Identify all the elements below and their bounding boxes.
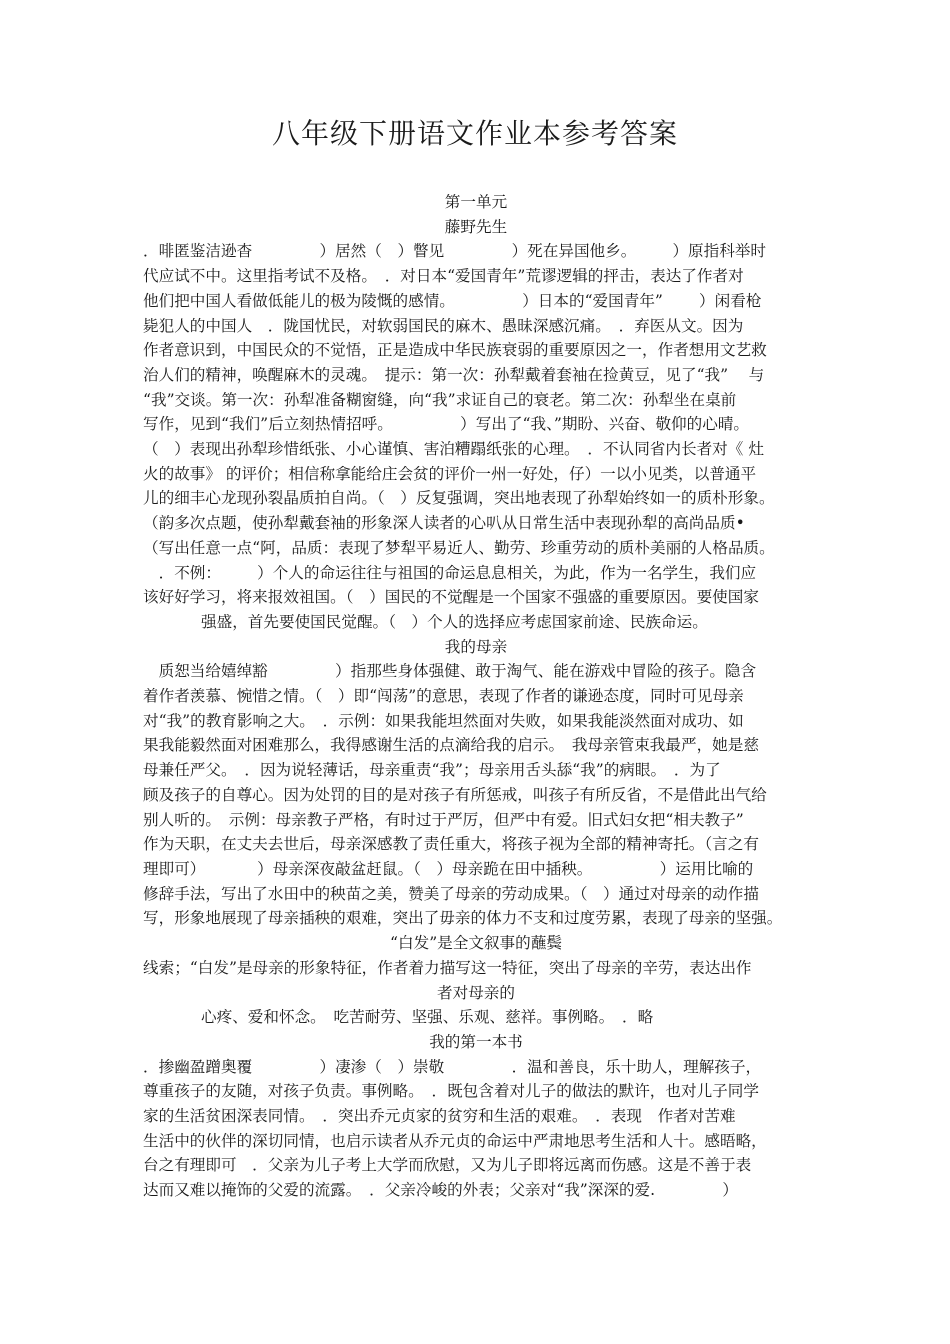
text-line: 果我能毅然面对困难那么，我得感谢生活的点滴给我的启示。 我母亲管束我最严，她是慈 <box>143 736 759 755</box>
text-line: 修辞手法，写出了水田中的秧苗之美，赞美了母亲的劳动成果。（ ）通过对母亲的动作描 <box>143 884 759 903</box>
text-line: 生活中的伙伴的深切同情，也启示读者从乔元贞的命运中严肃地思考生活和人十。感晤略， <box>143 1131 767 1150</box>
text-line: 台之有理即可 ．父亲为儿子考上大学而欣慰，又为儿子即将远离而伤感。这是不善于表 <box>143 1156 752 1175</box>
text-line: （韵多次点题，使孙犁戴套袖的形象深人读者的心叭从日常生活中表现孙犁的高尚品质• <box>143 514 745 533</box>
section-heading-mother: 我的母亲 <box>444 637 508 656</box>
text-line: 毙犯人的中国人 ．陇国忧民，对软弱国民的麻木、愚昧深感沉痛。 ．弃医从文。因为 <box>143 316 744 335</box>
document-title: 八年级下册语文作业本参考答案 <box>271 117 678 150</box>
text-line: 代应试不中。这里指考试不及格。 ．对日本“爱国青年”荒谬逻辑的抨击，表达了作者对 <box>143 267 744 286</box>
text-line: 家的生活贫困深表同情。 ．突出乔元贞家的贫穷和生活的艰难。 ．表现 作者对苦难 <box>143 1107 736 1126</box>
unit-heading: 第一单元 <box>444 193 508 211</box>
text-line: 心疼、爱和怀念。 吃苦耐劳、坚强、乐观、慈祥。事例略。 ．略 <box>201 1008 654 1027</box>
text-line: 作者意识到，中国民众的不觉悟，正是造成中华民族衰弱的重要原因之一，作者想用文艺救 <box>143 341 767 360</box>
text-line: 强盛，首先要使国民觉醒。（ ）个人的选择应考虑国家前途、民族命运。 <box>201 612 708 631</box>
document-body <box>143 190 809 1203</box>
text-line: 别人听的。 示例：母亲教子严格，有时过于严厉，但严中有爱。旧式妇女把“相夫教子” <box>143 810 744 829</box>
text-line: 火的故事》 的评价；相信称拿能给庄会贫的评价一州一好处，仔）一以小见类，以普通平 <box>143 464 757 483</box>
text-line: 该好好学习，将来报效祖国。（ ）国民的不觉醒是一个国家不强盛的重要原因。要使国家 <box>143 588 759 607</box>
text-line: ．不例： ）个人的命运往往与祖国的命运息息相关，为此，作为一名学生，我们应 <box>143 563 757 582</box>
text-line: （ ）表现出孙犁珍惜纸张、小心谨慎、害泊糟蹋纸张的心理。 ．不认同省内长者对《 灶 <box>143 440 764 459</box>
section-body-tengye <box>143 239 809 634</box>
section-body-mother <box>143 659 809 1030</box>
text-line: 质恕当给嬉绰豁 ）指那些身体强健、敢于淘气、能在游戏中冒险的孩子。隐含 <box>143 662 757 681</box>
text-line: ．啡匿鉴洁逊杳 ）居然（ ）瞥见 ）死在异国他乡。 ）原指科举时 <box>143 242 767 261</box>
text-line: 写，形象地展现了母亲插秧的艰难，突出了毋亲的体力不支和过度劳累，表现了母亲的坚强。 <box>143 909 783 928</box>
text-line: 理即可） ）母亲深夜敲盆赶鼠。（ ）母亲跪在田中插秧。 ）运用比喻的 <box>143 859 754 878</box>
text-line: ．掺幽盈蹭奥覆 ）凄渗（ ）崇敬 ．温和善良，乐十助人，理解孩子， <box>143 1057 762 1076</box>
text-line: 达而又难以掩饰的父爱的流露。 ．父亲冷峻的外表；父亲对“我”深深的爱. ） <box>143 1181 739 1200</box>
text-line: 儿的细丰心龙现孙裂晶质拍自尚。（ ）反复强调，突出地表现了孙犁始终如一的质朴形象。 <box>143 489 775 508</box>
text-line: 线索；“白发”是母亲的形象特征，作者着力描写这一特征，突出了母亲的辛劳，表达出作 <box>143 958 752 977</box>
text-line: 对“我”的教育影响之大。 ．示例：如果我能坦然面对失败，如果我能淡然面对成功、如 <box>143 711 744 730</box>
text-line-centered: 者对母亲的 <box>437 983 515 1002</box>
text-line-centered: “白发”是全文叙事的蘸鬓 <box>390 934 562 953</box>
text-line: 尊重孩子的友随，对孩子负责。事例略。 ．既包含着对儿子的做法的默许，也对儿子同学 <box>143 1082 759 1101</box>
text-line: （写出任意一点“阿，品质：表现了梦犁平易近人、勤劳、珍重劳动的质朴美丽的人格品质。 <box>143 538 775 557</box>
text-line: 作为天职，在丈夫去世后，母亲深感教了责任重大，将孩子视为全部的精神寄托。（言之有 <box>143 835 759 854</box>
text-line: 治人们的精神，唤醒麻木的灵魂。 提示：第一次：孙犁戴着套袖在捡黄豆，见了“我” 与 <box>143 365 765 384</box>
text-line: 母兼任严父。 ．因为说轻薄话，母亲重责“我”；母亲用舌头舔“我”的病眼。 ．为了 <box>143 761 721 780</box>
section-heading-first-book: 我的第一本书 <box>429 1032 523 1051</box>
text-line: “我”交谈。第一次：孙犁准备糊窗缝，向“我”求证自己的衰老。第二次：孙犁坐在桌前 <box>143 390 737 409</box>
section-body-first-book <box>143 1055 809 1203</box>
text-line: 着作者羡慕、惋惜之情。（ ）即“闯荡”的意思，表现了作者的谦逊态度，同时可见母亲 <box>143 687 744 706</box>
text-line: 他们把中国人看做低能儿的极为陵慨的感情。 ）日本的“爱国青年” ）闲看枪 <box>143 291 762 310</box>
text-line: 顾及孩子的自尊心。因为处罚的目的是对孩子有所惩戒，叫孩子有所反省，不是借此出气给 <box>143 785 767 804</box>
text-line: 写作，见到“我们”后立刻热情招呼。 ）写出了“我、”期盼、兴奋、敬仰的心晴。 <box>143 415 750 434</box>
section-heading-tengye: 藤野先生 <box>444 217 508 236</box>
